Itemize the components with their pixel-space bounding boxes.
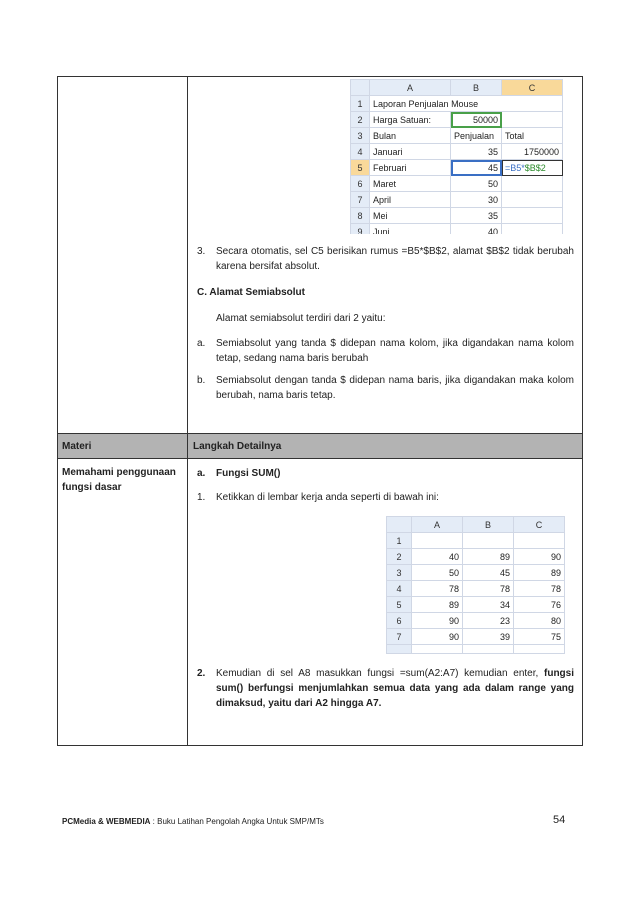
cell-c8	[502, 208, 563, 224]
table-border-top	[57, 76, 583, 77]
table-border-right	[582, 76, 583, 745]
sheet-row	[351, 96, 563, 112]
cell-a: 89	[412, 597, 463, 613]
row-number: 5	[387, 597, 412, 613]
footer-separator: :	[150, 817, 158, 826]
step-2-text	[216, 666, 574, 711]
column-header-c: C	[502, 80, 563, 96]
row-number: 4	[351, 144, 370, 160]
materi-cell: Memahami penggunaan fungsi dasar	[62, 467, 176, 493]
footer-book-title: Buku Latihan Pengolah Angka Untuk SMP/MTs	[157, 817, 324, 826]
item-3-text: Secara otomatis, sel C5 berisikan rumus =B5*$B$2, alamat $B$2 tidak berubah karena bersifat absolut.	[216, 246, 574, 272]
sub-a-title: Fungsi SUM()	[216, 468, 281, 479]
header-langkah-detailnya: Langkah Detailnya	[193, 441, 282, 452]
step-1-number: 1.	[197, 492, 206, 503]
cell	[514, 533, 565, 549]
sheet-corner	[351, 80, 370, 96]
cell-b: 45	[463, 565, 514, 581]
row-number: 9	[351, 224, 370, 235]
cell-a: 78	[412, 581, 463, 597]
cell-c: 78	[514, 581, 565, 597]
row-number: 6	[387, 613, 412, 629]
formula-relative-part: =B5*	[505, 162, 525, 173]
sub-a-label: a.	[197, 468, 206, 479]
row-number: 1	[351, 96, 370, 112]
row-number: 6	[351, 176, 370, 192]
sheet-row	[351, 144, 563, 160]
header-materi: Materi	[62, 441, 92, 452]
sheet-row	[387, 629, 565, 645]
cell-b7: 30	[451, 192, 502, 208]
sheet-row	[351, 224, 563, 235]
cell-c6	[502, 176, 563, 192]
item-b-text: Semiabsolut dengan tanda $ didepan nama baris, jika digandakan maka kolom berubah, nama baris tetap.	[216, 375, 574, 401]
heading-alamat-semiabsolut: C. Alamat Semiabsolut	[197, 287, 305, 298]
row-number-partial	[387, 645, 412, 654]
cell-c2	[502, 112, 563, 128]
cell-a1: Laporan Penjualan Mouse	[370, 96, 563, 112]
step-2-plain: Kemudian di sel A8 masukkan fungsi =sum(A2:A7) kemudian enter,	[216, 668, 544, 679]
row-number: 2	[387, 549, 412, 565]
item-a-label: a.	[197, 338, 206, 349]
cell-a8: Mei	[370, 208, 451, 224]
cell-a6: Maret	[370, 176, 451, 192]
cell-b: 89	[463, 549, 514, 565]
item-b-label: b.	[197, 375, 206, 386]
sheet-row	[351, 160, 563, 176]
cell-c: 90	[514, 549, 565, 565]
sheet-row	[351, 176, 563, 192]
spreadsheet-image-absolute	[350, 79, 574, 234]
cell-a5: Februari	[370, 160, 451, 176]
cell-c: 75	[514, 629, 565, 645]
cell-a3: Bulan	[370, 128, 451, 144]
sheet-row	[387, 549, 565, 565]
cell-c: 80	[514, 613, 565, 629]
table-header-top-border	[57, 433, 583, 434]
formula-absolute-part: $B$2	[524, 162, 546, 173]
step-2-bold: fungsi sum() berfungsi menjumlahkan semua data yang ada dalam range yang dimaksud, yaitu dari A2 hingga A7.	[216, 668, 574, 709]
cell	[463, 533, 514, 549]
sheet-row	[387, 565, 565, 581]
cell-a: 90	[412, 629, 463, 645]
cell-b: 39	[463, 629, 514, 645]
footer	[62, 816, 324, 828]
cell-c: 76	[514, 597, 565, 613]
cell-b3: Penjualan	[451, 128, 502, 144]
row-number: 1	[387, 533, 412, 549]
row-number: 4	[387, 581, 412, 597]
sheet-row	[387, 597, 565, 613]
cell-a2: Harga Satuan:	[370, 112, 451, 128]
cell-b8: 35	[451, 208, 502, 224]
column-header-a: A	[370, 80, 451, 96]
cell-b: 78	[463, 581, 514, 597]
cell-c9	[502, 224, 563, 235]
sheet-row	[387, 613, 565, 629]
column-header-b: B	[451, 80, 502, 96]
row-number: 3	[387, 565, 412, 581]
cell-b5: 45	[451, 160, 502, 176]
table-header-divider	[187, 433, 188, 459]
cell-a: 40	[412, 549, 463, 565]
cell-partial	[412, 645, 463, 654]
row-number: 3	[351, 128, 370, 144]
cell-b4: 35	[451, 144, 502, 160]
cell-partial	[463, 645, 514, 654]
row-number: 7	[387, 629, 412, 645]
cell-c4: 1750000	[502, 144, 563, 160]
sheet-row	[351, 112, 563, 128]
row-number: 2	[351, 112, 370, 128]
item-a-text: Semiabsolut yang tanda $ didepan nama kolom, jika digandakan nama kolom tetap, sedang nama baris berubah	[216, 338, 574, 364]
semiabsolut-intro: Alamat semiabsolut terdiri dari 2 yaitu:	[216, 313, 386, 324]
cell-a: 50	[412, 565, 463, 581]
column-header-b: B	[463, 517, 514, 533]
column-header-a: A	[412, 517, 463, 533]
column-header-c: C	[514, 517, 565, 533]
cell-b9: 40	[451, 224, 502, 235]
row-number: 8	[351, 208, 370, 224]
sheet-corner	[387, 517, 412, 533]
cell-a: 90	[412, 613, 463, 629]
table-header-row	[58, 433, 582, 458]
sheet-row	[351, 208, 563, 224]
cell-b6: 50	[451, 176, 502, 192]
step-1-text: Ketikkan di lembar kerja anda seperti di bawah ini:	[216, 492, 439, 503]
cell-b: 34	[463, 597, 514, 613]
table-header-bottom-border	[57, 458, 583, 459]
sheet-row	[351, 128, 563, 144]
cell	[412, 533, 463, 549]
cell-c3: Total	[502, 128, 563, 144]
cell-a9: Juni	[370, 224, 451, 235]
spreadsheet-image-sum	[386, 516, 576, 654]
cell-a7: April	[370, 192, 451, 208]
row-number: 5	[351, 160, 370, 176]
item-3-number: 3.	[197, 246, 206, 257]
table-border-divider	[187, 76, 188, 745]
table-border-bottom	[57, 745, 583, 746]
sheet-row	[387, 581, 565, 597]
cell-partial	[514, 645, 565, 654]
cell-c: 89	[514, 565, 565, 581]
sheet-row	[387, 533, 565, 549]
footer-brand: PCMedia & WEBMEDIA	[62, 817, 151, 826]
cell-c5-formula[interactable]	[502, 160, 563, 176]
sheet-row	[351, 192, 563, 208]
cell-b: 23	[463, 613, 514, 629]
step-2-number: 2.	[197, 668, 206, 679]
page-number: 54	[553, 814, 566, 826]
cell-b2: 50000	[451, 112, 502, 128]
table-border-left	[57, 76, 58, 745]
cell-c7	[502, 192, 563, 208]
row-number: 7	[351, 192, 370, 208]
cell-a4: Januari	[370, 144, 451, 160]
